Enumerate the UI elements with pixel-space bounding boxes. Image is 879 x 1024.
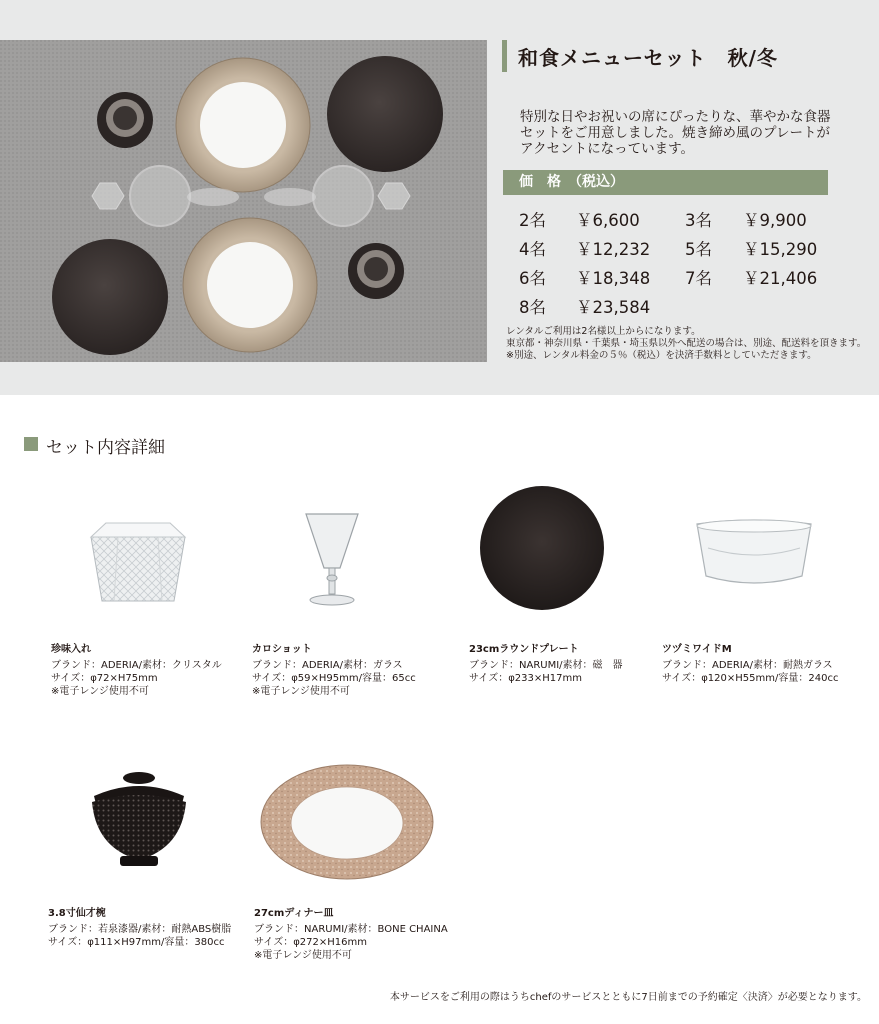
product-detail: ブランド：NARUMI/素材：磁 器 [469,660,623,671]
product-detail: ブランド：若泉漆器/素材：耐熱ABS樹脂 [48,924,232,935]
product-detail: サイズ：φ272×H16mm [254,937,367,948]
description [520,109,850,157]
price-value: ￥15,290 [743,240,818,259]
product-detail: ※電子レンジ使用不可 [51,686,149,697]
product-name: 珍味入れ [51,644,91,655]
price-value: ￥12,232 [576,240,651,259]
product-name: 23cmラウンドプレート [469,644,579,655]
price-header: 価 格 （税込） [503,170,828,195]
dark-plate-photo [479,485,605,611]
product-detail: ブランド：ADERIA/素材：耐熱ガラス [662,660,833,671]
lacquer-bowl-photo [86,768,192,870]
product-name: 3.8寸仙才椀 [48,908,106,919]
party-size: 2名 [519,211,546,230]
product-detail: ※電子レンジ使用不可 [254,950,352,961]
shot-glass-photo [302,510,362,610]
product-detail: サイズ：φ233×H17mm [469,673,582,684]
description-line: 特別な日やお祝いの席にぴったりな、華やかな食器 [520,109,831,125]
party-size: 3名 [685,211,712,230]
title-accent-bar [502,40,507,72]
party-size: 7名 [685,269,712,288]
table-setting-photo [0,40,487,362]
note-line: レンタルご利用は2名様以上からになります。 [506,326,701,337]
product-name: カロショット [252,644,312,655]
description-line: アクセントになっています。 [520,141,695,157]
product-detail: サイズ：φ111×H97mm/容量：380cc [48,937,225,948]
note-line: 東京都・神奈川県・千葉県・埼玉県以外へ配送の場合は、別途、配送料を頂きます。 [506,338,867,349]
party-size: 5名 [685,240,712,259]
section-square-icon [24,437,38,451]
party-size: 8名 [519,298,546,317]
product-detail: ※電子レンジ使用不可 [252,686,350,697]
dinner-plate-photo [259,763,435,881]
product-name: 27cmディナー皿 [254,908,334,919]
party-size: 4名 [519,240,546,259]
price-value: ￥18,348 [576,269,651,288]
product-detail: ブランド：ADERIA/素材：ガラス [252,660,403,671]
footer-note: 本サービスをご利用の際はうちchefのサービスとともに7日前までの予約確定〈決済〉が必要となります。 [389,992,867,1003]
product-detail: ブランド：ADERIA/素材：クリスタル [51,660,222,671]
product-detail: ブランド：NARUMI/素材：BONE CHAINA [254,924,448,935]
product-detail: サイズ：φ72×H75mm [51,673,158,684]
section-title: セット内容詳細 [46,438,165,458]
product-detail: サイズ：φ120×H55mm/容量：240cc [662,673,839,684]
description-line: セットをご用意しました。焼き締め風のプレートが [520,125,830,141]
price-notes [506,326,866,362]
glass-bowl-wide-photo [694,518,814,590]
price-value: ￥23,584 [576,298,651,317]
price-value: ￥21,406 [743,269,818,288]
page-title: 和食メニューセット 秋/冬 [518,46,778,70]
product-name: ツヅミワイドM [662,644,732,655]
glass-bowl-photo [88,515,188,610]
price-value: ￥6,600 [576,211,640,230]
party-size: 6名 [519,269,546,288]
note-line: ※別途、レンタル料金の５％（税込）を決済手数料としていただきます。 [506,350,817,361]
product-detail: サイズ：φ59×H95mm/容量：65cc [252,673,416,684]
price-value: ￥9,900 [743,211,807,230]
